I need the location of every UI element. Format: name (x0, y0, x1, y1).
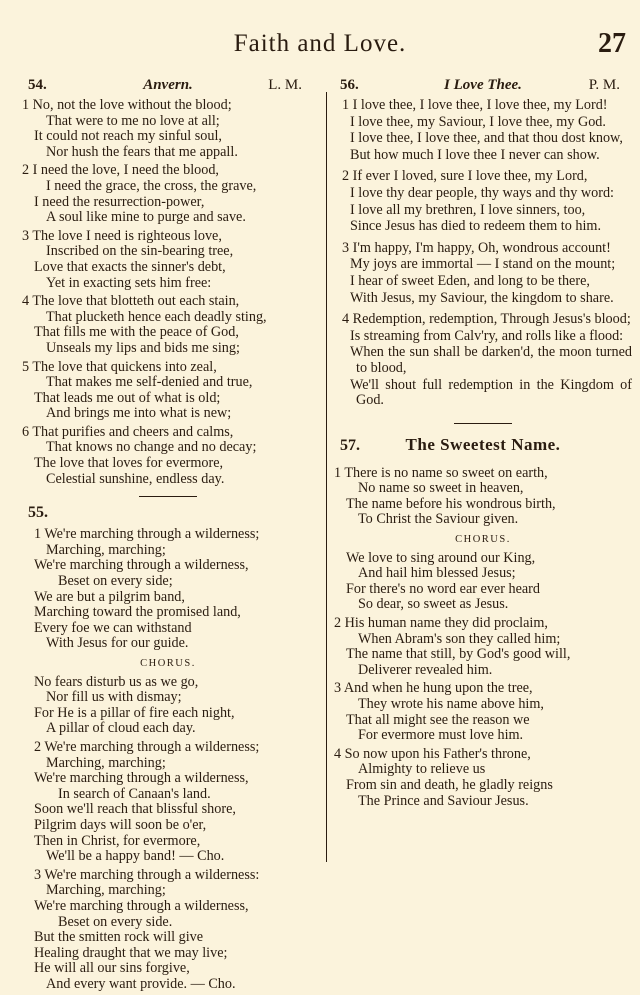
verse-line: We'll be a happy band! — Cho. (46, 848, 225, 865)
verse-line: We are but a pilgrim band, (34, 588, 185, 605)
hymn-title: I Love Thee. (444, 77, 522, 93)
verse-line: It could not reach my sinful soul, (34, 128, 222, 145)
verse-line: Pilgrim days will soon be o'er, (34, 816, 207, 833)
stanza (334, 681, 632, 743)
verse-line: The name that still, by God's good will, (346, 646, 571, 663)
verse-line: When Abram's son they called him; (358, 630, 561, 647)
stanza (22, 675, 314, 737)
hymn-number: 57. (340, 436, 360, 454)
stanza (22, 360, 314, 422)
verse-line: No name so sweet in heaven, (358, 480, 524, 497)
verse-line: I need the grace, the cross, the grave, (46, 177, 257, 194)
right-column (334, 78, 632, 812)
verse-line: I love thy dear people, thy ways and thy word: (350, 184, 614, 201)
verse-line: So dear, so sweet as Jesus. (358, 596, 509, 613)
verse-line: Beset on every side. (58, 913, 173, 930)
verse-line: 3 I'm happy, I'm happy, Oh, wondrous account! (342, 239, 611, 256)
verse-line: Love that exacts the sinner's debt, (34, 258, 226, 275)
column-divider (326, 92, 327, 862)
verse-line: 2 We're marching through a wilderness; (34, 738, 260, 755)
chorus-label: CHORUS. (140, 658, 196, 669)
verse-line: Inscribed on the sin-bearing tree, (46, 243, 234, 260)
verse-line: He will all our sins forgive, (34, 960, 190, 977)
hymn-54-stanzas (22, 98, 314, 487)
stanza (334, 312, 632, 409)
verse-line: The Prince and Saviour Jesus. (358, 792, 529, 809)
hymn-number: 56. (340, 77, 359, 93)
chorus-label: CHORUS. (455, 534, 511, 546)
page-header (0, 28, 640, 62)
verse-line: Celestial sunshine, endless day. (46, 470, 225, 487)
verse-line: For He is a pillar of fire each night, (34, 704, 235, 721)
verse-line: With Jesus for our guide. (46, 635, 189, 652)
verse-line: A soul like mine to purge and save. (46, 209, 246, 226)
verse-line: They wrote his name above him, (358, 696, 544, 712)
verse-line: With Jesus, my Saviour, the kingdom to share. (350, 289, 614, 306)
verse-line: 2 I need the love, I need the blood, (22, 162, 219, 179)
verse-line: But the smitten rock will give (34, 929, 204, 946)
verse-line: And hail him blessed Jesus; (358, 565, 516, 582)
verse-line: Nor fill us with dismay; (46, 689, 182, 706)
verse-line: 5 The love that quickens into zeal, (22, 358, 217, 375)
verse-line: Since Jesus has died to redeem them to him. (350, 218, 601, 235)
page-title: Faith and Love. (233, 30, 407, 57)
hymn-title: Anvern. (143, 77, 193, 93)
stanza (334, 169, 632, 234)
verse-line: Yet in exacting sets him free: (46, 274, 212, 291)
stanza (334, 241, 632, 306)
verse-line: We'll shout full redemption in the Kingdom of God. (350, 376, 632, 409)
verse-line: 1 We're marching through a wilderness; (34, 526, 260, 543)
verse-line: When the sun shall be darken'd, the moon turned to blood, (350, 344, 632, 376)
verse-line: For evermore must love him. (358, 727, 524, 744)
verse-line: Marching, marching; (46, 754, 166, 771)
hymn-56-heading (334, 78, 632, 96)
hymn-meter: L. M. (268, 77, 302, 93)
verse-line: I love thee, I love thee, and that thou dost know, (350, 130, 623, 147)
verse-line: I hear of sweet Eden, and long to be there, (350, 272, 590, 289)
verse-line: 4 The love that blotteth out each stain, (22, 293, 240, 310)
verse-line: Deliverer revealed him. (358, 661, 493, 678)
hymn-meter: P. M. (588, 77, 620, 93)
verse-line: 1 There is no name so sweet on earth, (334, 464, 548, 481)
hymn-54-heading (22, 78, 314, 96)
verse-line: 6 That purifies and cheers and calms, (22, 423, 234, 440)
verse-line: For there's no word ear ever heard (346, 580, 541, 597)
verse-line: That plucketh hence each deadly sting, (46, 308, 267, 325)
verse-line: That all might see the reason we (346, 711, 530, 728)
verse-line: No fears disturb us as we go, (34, 673, 199, 690)
stanza (22, 229, 314, 291)
verse-line: 4 So now upon his Father's throne, (334, 745, 531, 762)
verse-line: 1 No, not the love without the blood; (22, 97, 232, 113)
verse-line: And every want provide. — Cho. (46, 975, 236, 992)
verse-line: In search of Canaan's land. (58, 785, 211, 802)
verse-line: Every foe we can withstand (34, 619, 192, 636)
verse-line: Healing draught that we may live; (34, 944, 228, 961)
verse-line: 3 The love I need is righteous love, (22, 227, 222, 244)
stanza (334, 747, 632, 809)
stanza (22, 868, 314, 993)
verse-line: Marching toward the promised land, (34, 604, 241, 621)
verse-line: That knows no change and no decay; (46, 439, 257, 456)
verse-line: 4 Redemption, redemption, Through Jesus's blood; (342, 311, 631, 328)
page-number: 27 (598, 28, 626, 59)
stanza (334, 616, 632, 678)
verse-line: That fills me with the peace of God, (34, 324, 239, 341)
stanza (334, 98, 632, 163)
stanza (334, 551, 632, 613)
verse-line: That makes me self-denied and true, (46, 374, 253, 391)
verse-line: To Christ the Saviour given. (358, 511, 519, 528)
verse-line: That leads me out of what is old; (34, 389, 221, 406)
hymn-55-number: 55. (28, 504, 48, 522)
verse-line: 1 I love thee, I love thee, I love thee, my Lord! (342, 97, 608, 113)
verse-line: Marching, marching; (46, 541, 166, 558)
stanza (22, 294, 314, 356)
verse-line: A pillar of cloud each day. (46, 720, 196, 737)
hymn-number: 54. (28, 77, 47, 93)
verse-line: I love thee, my Saviour, I love thee, my God. (350, 113, 606, 130)
hymn-55-stanzas (22, 527, 314, 992)
hymn-title: The Sweetest Name. (405, 434, 561, 454)
verse-line: Marching, marching; (46, 882, 166, 899)
verse-line: The love that loves for evermore, (34, 455, 224, 472)
verse-line: Nor hush the fears that me appall. (46, 143, 238, 160)
verse-line: The name before his wondrous birth, (346, 495, 556, 512)
verse-line: 2 His human name they did proclaim, (334, 615, 548, 632)
verse-line: My joys are immortal — I stand on the mount; (350, 256, 616, 273)
left-column (22, 78, 314, 995)
hymn-separator (454, 423, 512, 424)
stanza (22, 740, 314, 865)
verse-line: Soon we'll reach that blissful shore, (34, 801, 236, 818)
verse-line: But how much I love thee I never can show. (350, 146, 600, 163)
hymn-57-stanzas (334, 466, 632, 809)
verse-line: We're marching through a wilderness, (34, 557, 249, 574)
stanza (22, 163, 314, 225)
verse-line: 3 And when he hung upon the tree, (334, 680, 533, 697)
hymn-57-heading (334, 434, 632, 460)
verse-line: Is streaming from Calv'ry, and rolls like a flood: (350, 327, 624, 344)
verse-line: We're marching through a wilderness, (34, 770, 249, 787)
stanza (22, 98, 314, 160)
verse-line: Beset on every side; (58, 573, 173, 590)
verse-line: We're marching through a wilderness, (34, 897, 249, 914)
verse-line: We love to sing around our King, (346, 549, 536, 566)
verse-line: I love all my brethren, I love sinners, too, (350, 201, 586, 218)
stanza (334, 466, 632, 528)
verse-line: From sin and death, he gladly reigns (346, 776, 553, 793)
verse-line: I need the resurrection-power, (34, 193, 205, 210)
verse-line: 3 We're marching through a wilderness: (34, 866, 260, 883)
verse-line: 2 If ever I loved, sure I love thee, my Lord, (342, 168, 588, 185)
verse-line: That were to me no love at all; (46, 112, 220, 129)
stanza (22, 527, 314, 652)
hymn-56-stanzas (334, 98, 632, 409)
verse-line: And brings me into what is new; (46, 405, 232, 422)
stanza (22, 425, 314, 487)
hymn-separator (139, 496, 197, 497)
verse-line: Unseals my lips and bids me sing; (46, 339, 240, 356)
verse-line: Almighty to relieve us (358, 761, 486, 778)
verse-line: Then in Christ, for evermore, (34, 832, 201, 849)
